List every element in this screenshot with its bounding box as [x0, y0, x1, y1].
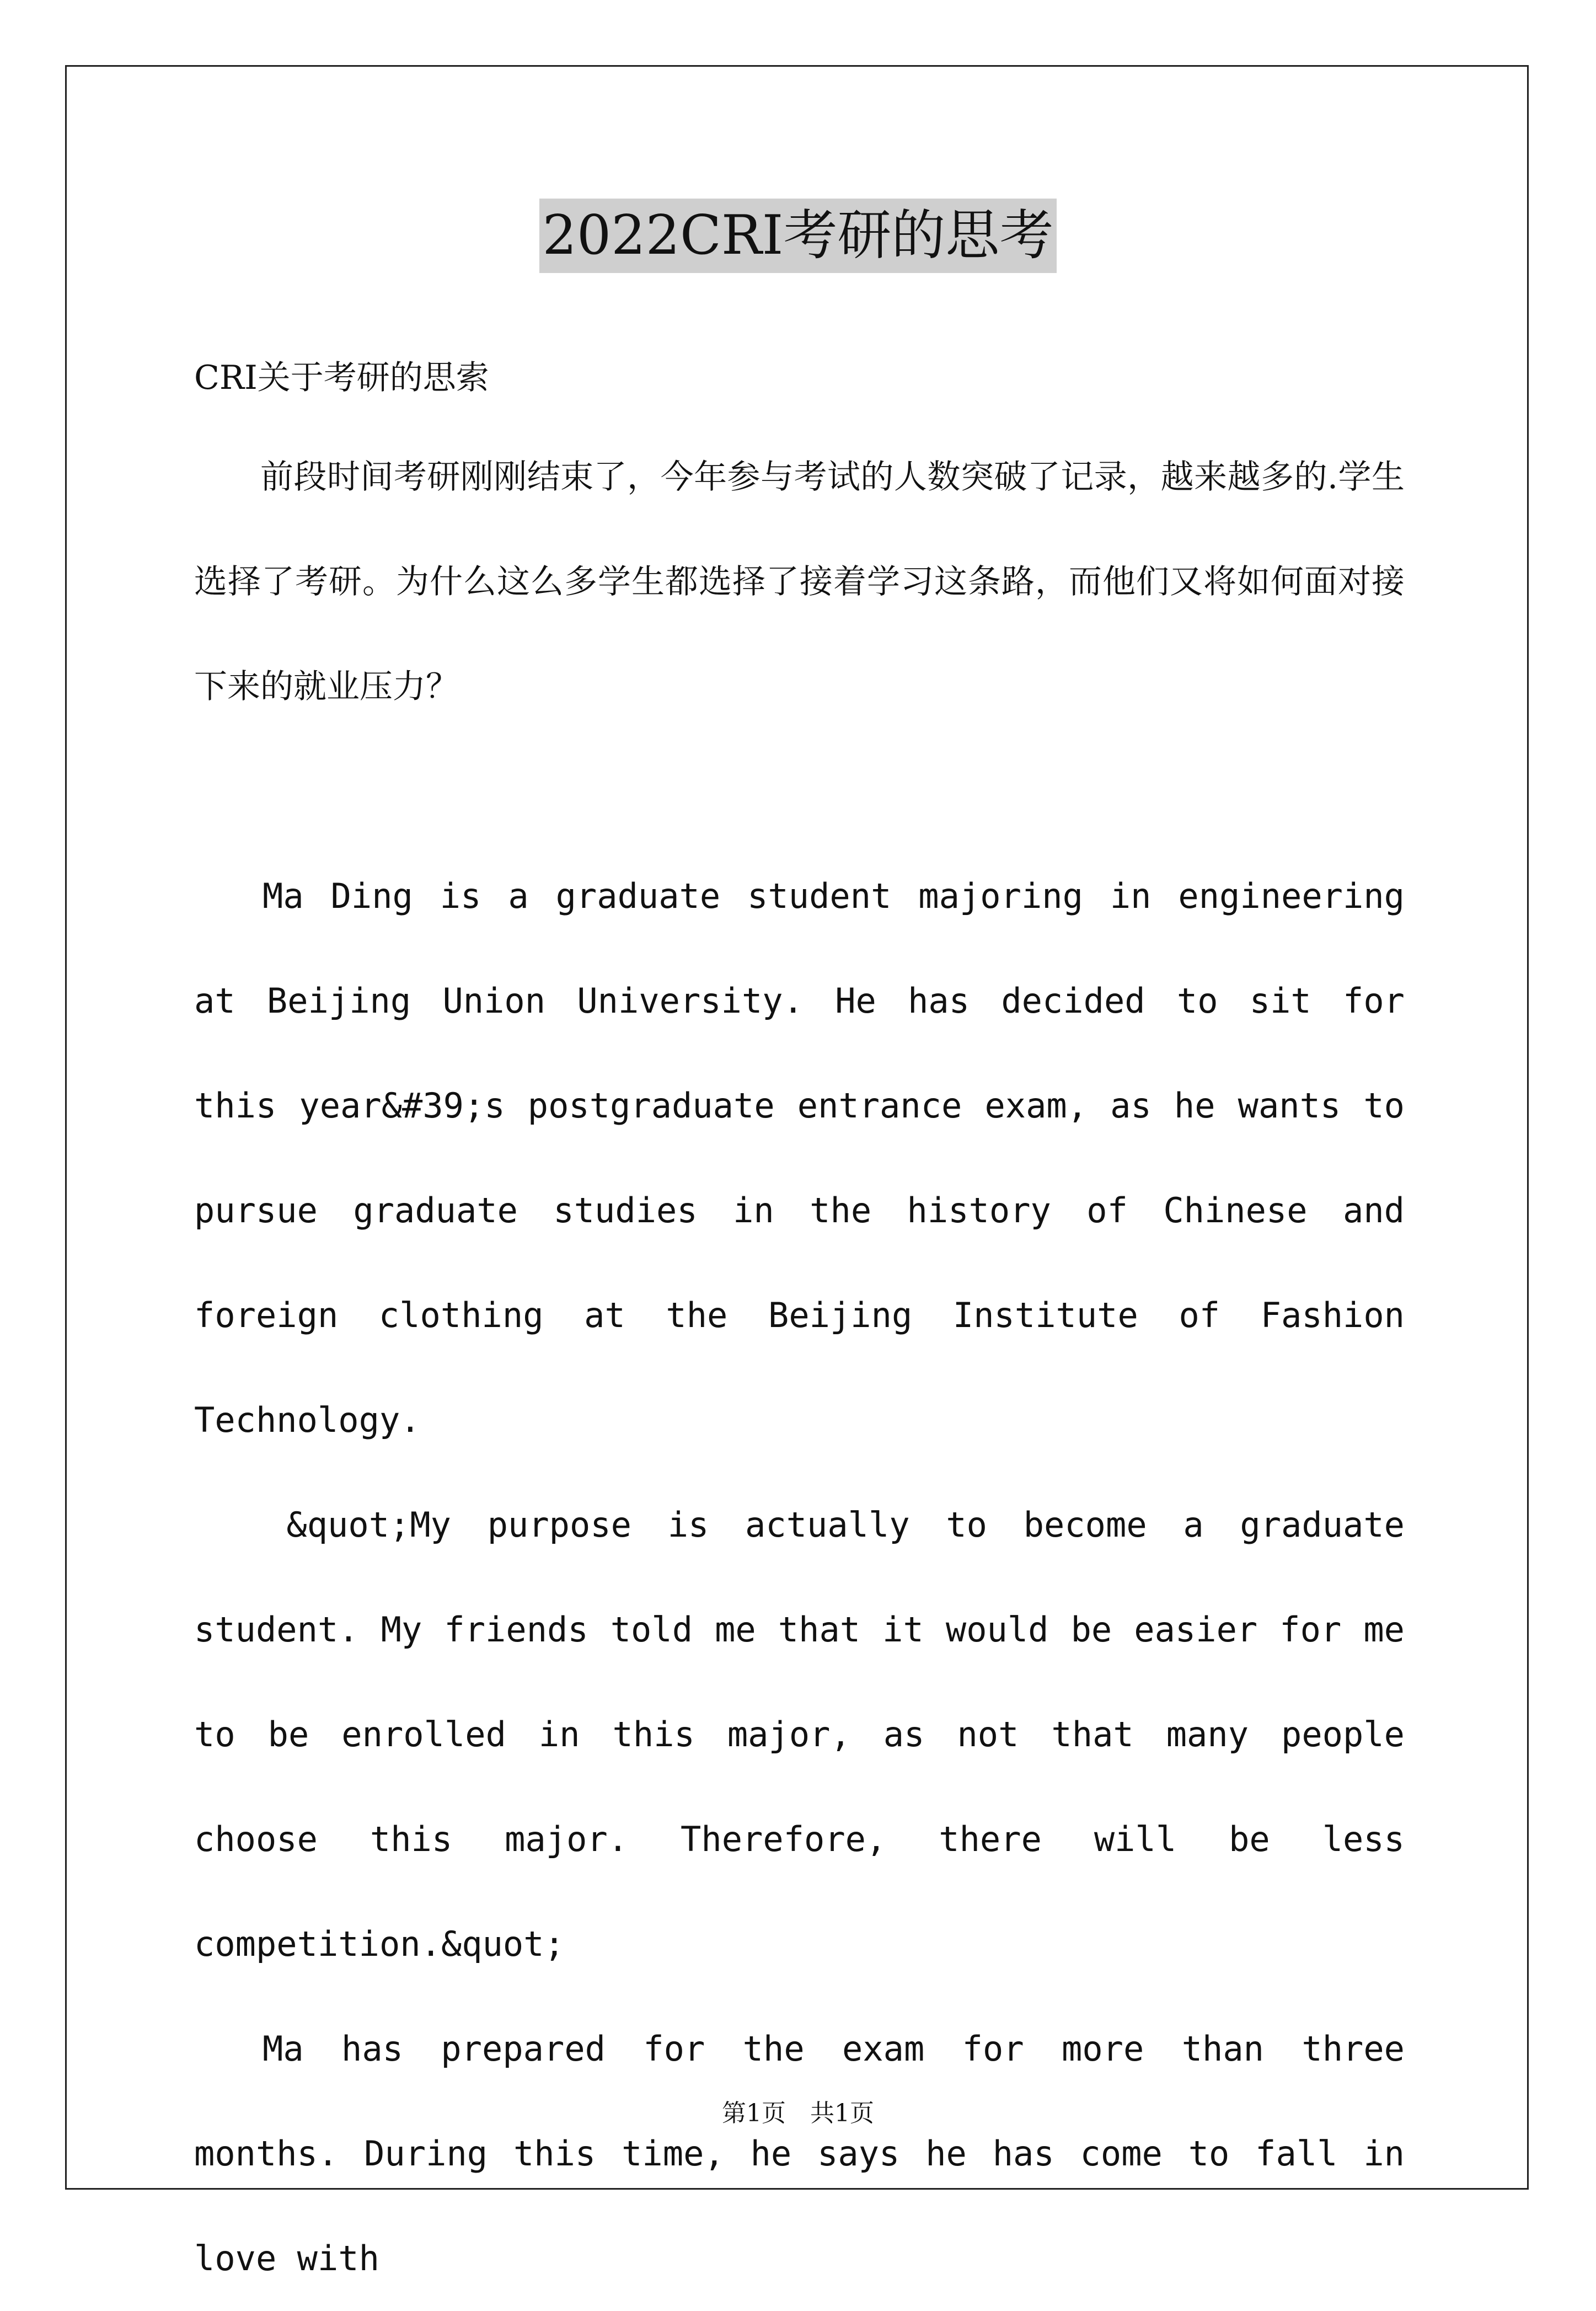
document-title: 2022CRI考研的思考 — [539, 199, 1057, 273]
paragraph-preparation: Ma has prepared for the exam for more than three months. During this time, he says he has come to fall in love with — [194, 2029, 1405, 2278]
document-subtitle: CRI关于考研的思索 — [194, 359, 489, 397]
paragraph-quote: &quot;My purpose is actually to become a graduate student. My friends told me that it would be easier for me to be enrolled in this major, as not that many people choose this major. Therefore, there will be less competition.&quot; — [194, 1505, 1405, 1964]
paragraph-intro-cn: 前段时间考研刚刚结束了，今年参与考试的人数突破了记录，越来越多的.学生选择了考研。为什么这么多学生都选择了接着学习这条路，而他们又将如何面对接下来的就业压力？ — [194, 458, 1405, 706]
document-body — [194, 342, 1405, 2311]
paragraph-ma-ding: Ma Ding is a graduate student majoring in engineering at Beijing Union University. He has decided to sit for this year&#39;s postgraduate entrance exam, as he wants to pursue graduate studies in the history of Chinese and foreign clothing at the Beijing Institute of Fashion Technology. — [194, 876, 1405, 1440]
title-container — [0, 199, 1596, 273]
paragraph-spacer — [194, 739, 1405, 844]
page-footer: 第1页 共1页 — [722, 2099, 874, 2127]
